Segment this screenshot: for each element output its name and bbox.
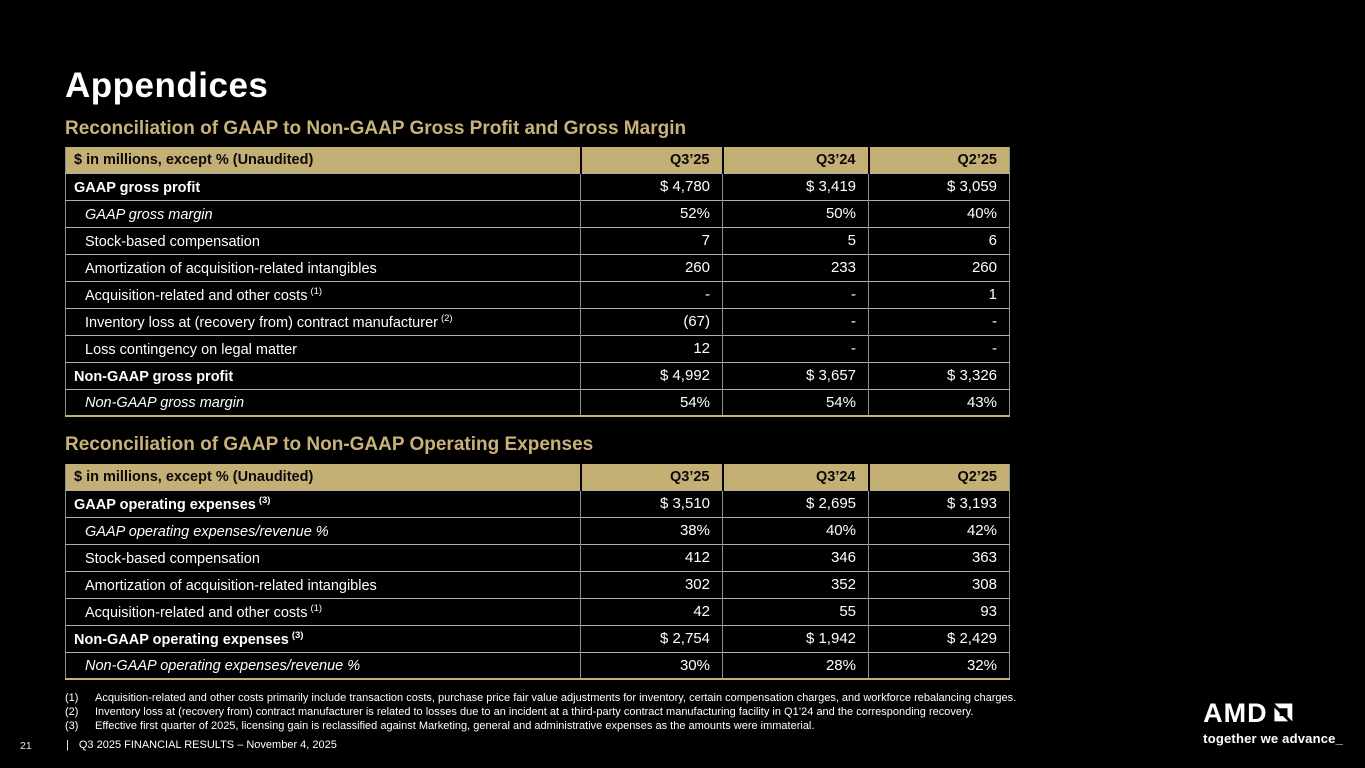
table-row (66, 389, 1010, 416)
cell-value: $ 2,429 (869, 625, 1010, 652)
footnote-ref: (3) (258, 494, 271, 506)
cell-value: $ 3,657 (723, 362, 869, 389)
cell-value: 412 (581, 544, 723, 571)
cell-value: 1 (869, 281, 1010, 308)
row-label: Acquisition-related and other costs (85, 604, 308, 621)
cell-value: $ 3,419 (723, 173, 869, 200)
footnote-text: Acquisition-related and other costs primarily include transaction costs, purchase price fair value adjustments for inventory, certain compensation charges, and workforce rebalancing charges. (95, 692, 1017, 704)
footer (66, 739, 337, 751)
footer-text: Q3 2025 FINANCIAL RESULTS – November 4, 2025 (78, 739, 337, 751)
cell-value: 346 (723, 544, 869, 571)
table-header-caption: $ in millions, except % (Unaudited) (66, 464, 581, 490)
cell-value: 7 (581, 227, 723, 254)
amd-logo (1203, 700, 1293, 727)
cell-value: $ 3,193 (869, 490, 1010, 517)
table-header-caption: $ in millions, except % (Unaudited) (66, 147, 581, 173)
cell-value: 42% (869, 517, 1010, 544)
cell-value: 12 (581, 335, 723, 362)
cell-value: 260 (581, 254, 723, 281)
table-row (66, 625, 1010, 652)
cell-value: 93 (869, 598, 1010, 625)
amd-logo-text: AMD (1203, 698, 1268, 728)
table-row (66, 200, 1010, 227)
cell-value: - (723, 281, 869, 308)
cell-value: - (581, 281, 723, 308)
row-label: GAAP gross margin (85, 206, 213, 223)
page-number: 21 (20, 740, 32, 752)
row-label: Stock-based compensation (85, 550, 260, 567)
row-label: GAAP operating expenses (74, 496, 256, 513)
row-label: Inventory loss at (recovery from) contract manufacturer (85, 314, 438, 331)
cell-value: - (869, 335, 1010, 362)
section-title-gross-profit: Reconciliation of GAAP to Non-GAAP Gross Profit and Gross Margin (65, 118, 687, 139)
cell-value: $ 3,326 (869, 362, 1010, 389)
footnotes (65, 691, 1195, 734)
table-header-row (66, 147, 1010, 173)
cell-value: $ 1,942 (723, 625, 869, 652)
footnote-3 (65, 719, 1195, 733)
row-label: Non-GAAP gross profit (74, 368, 234, 385)
cell-value: 42 (581, 598, 723, 625)
footnote-1 (65, 691, 1195, 705)
table-row (66, 281, 1010, 308)
row-label: Amortization of acquisition-related intangibles (85, 260, 377, 277)
cell-value: 30% (581, 652, 723, 679)
footnote-number: (1) (65, 692, 79, 704)
cell-value: 6 (869, 227, 1010, 254)
row-label: Loss contingency on legal matter (85, 341, 297, 358)
amd-tagline: together we advance_ (1203, 731, 1343, 746)
row-label: Acquisition-related and other costs (85, 287, 308, 304)
cell-value: (67) (581, 308, 723, 335)
cell-value: 32% (869, 652, 1010, 679)
table-row (66, 308, 1010, 335)
cell-value: 54% (723, 389, 869, 416)
cell-value: - (869, 308, 1010, 335)
table-row (66, 517, 1010, 544)
footnote-number: (2) (65, 706, 79, 719)
row-label: Non-GAAP gross margin (85, 395, 245, 412)
column-header-q324: Q3’24 (723, 147, 869, 173)
row-label: Stock-based compensation (85, 233, 260, 250)
row-label: Non-GAAP operating expenses/revenue % (85, 658, 361, 675)
footer-separator: | (66, 739, 69, 751)
footnote-ref: (2) (440, 312, 453, 324)
footnote-text: Inventory loss at (recovery from) contract manufacturer is related to losses due to an incident at a third-party contract manufacturing facility in Q1’24 and the corresponding recovery. (95, 706, 974, 719)
footnote-2 (65, 705, 1195, 719)
cell-value: 363 (869, 544, 1010, 571)
cell-value: 54% (581, 389, 723, 416)
cell-value: 40% (869, 200, 1010, 227)
cell-value: 352 (723, 571, 869, 598)
cell-value: $ 4,780 (581, 173, 723, 200)
table-row (66, 335, 1010, 362)
cell-value: 28% (723, 652, 869, 679)
page-title: Appendices (65, 66, 269, 105)
footnote-ref: (3) (291, 629, 304, 641)
table-row (66, 571, 1010, 598)
amd-brand-block (1203, 700, 1343, 746)
gross-profit-reconciliation-table (65, 147, 1010, 417)
table-row (66, 598, 1010, 625)
column-header-q325: Q3’25 (581, 147, 723, 173)
cell-value: 260 (869, 254, 1010, 281)
cell-value: 43% (869, 389, 1010, 416)
cell-value: 302 (581, 571, 723, 598)
cell-value: $ 4,992 (581, 362, 723, 389)
table-row (66, 254, 1010, 281)
footnote-ref: (1) (310, 285, 323, 297)
cell-value: 38% (581, 517, 723, 544)
section-title-operating-expenses: Reconciliation of GAAP to Non-GAAP Operating Expenses (65, 434, 594, 455)
cell-value: 55 (723, 598, 869, 625)
amd-arrow-icon (1271, 700, 1293, 727)
cell-value: 50% (723, 200, 869, 227)
table-row (66, 362, 1010, 389)
operating-expenses-reconciliation-table (65, 464, 1010, 680)
cell-value: - (723, 335, 869, 362)
table-row (66, 490, 1010, 517)
column-header-q225: Q2’25 (869, 464, 1010, 490)
footnote-text: Effective first quarter of 2025, licensing gain is reclassified against Marketing, general and administrative expenses as the amounts were immaterial. (95, 720, 815, 733)
row-label: GAAP gross profit (74, 179, 201, 196)
cell-value: 5 (723, 227, 869, 254)
cell-value: - (723, 308, 869, 335)
cell-value: 52% (581, 200, 723, 227)
cell-value: $ 3,510 (581, 490, 723, 517)
cell-value: $ 3,059 (869, 173, 1010, 200)
cell-value: $ 2,754 (581, 625, 723, 652)
footnote-ref: (1) (310, 602, 323, 614)
table-row (66, 544, 1010, 571)
table-row (66, 173, 1010, 200)
row-label: GAAP operating expenses/revenue % (85, 523, 329, 540)
cell-value: 308 (869, 571, 1010, 598)
column-header-q324: Q3’24 (723, 464, 869, 490)
row-label: Amortization of acquisition-related intangibles (85, 577, 377, 594)
footnote-number: (3) (65, 720, 79, 733)
table-header-row (66, 464, 1010, 490)
cell-value: $ 2,695 (723, 490, 869, 517)
column-header-q325: Q3’25 (581, 464, 723, 490)
cell-value: 40% (723, 517, 869, 544)
row-label: Non-GAAP operating expenses (74, 631, 289, 648)
table-row (66, 652, 1010, 679)
column-header-q225: Q2’25 (869, 147, 1010, 173)
table-row (66, 227, 1010, 254)
cell-value: 233 (723, 254, 869, 281)
